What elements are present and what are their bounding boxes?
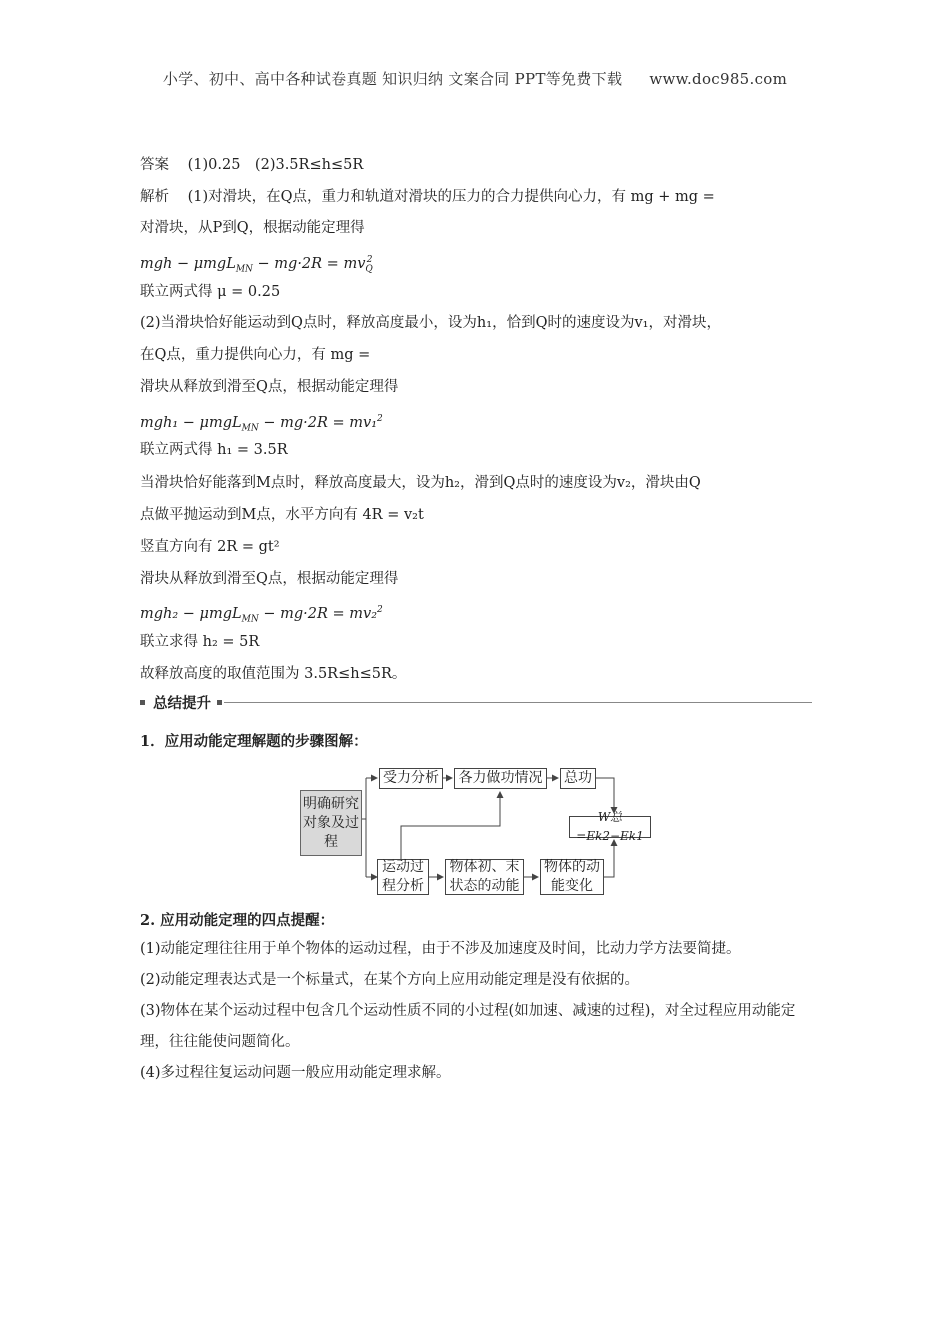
equation-3: mgh₂ − μmgL$_{MN}$ − mg·2R = mv₂$^2$ <box>140 605 383 625</box>
note-1: (1)动能定理往往用于单个物体的运动过程，由于不涉及加速度及时间，比动力学方法要简捷。 <box>140 941 741 957</box>
bullet-square-icon <box>217 700 222 705</box>
page-header <box>0 68 950 89</box>
diagram-work-box: 各力做功情况 <box>454 768 547 789</box>
analysis-line-5: 在Q点，重力提供向心力，有 mg = <box>140 347 371 364</box>
analysis-line-11: 滑块从释放到滑至Q点，根据动能定理得 <box>140 570 399 587</box>
analysis-line-12: 联立求得 h₂ = 5R <box>140 633 260 650</box>
equation-2: mgh₁ − μmgL$_{MN}$ − mg·2R = mv₁$^2$ <box>140 413 383 434</box>
summary-title: 总结提升 <box>153 695 211 712</box>
analysis-line-6: 滑块从释放到滑至Q点，根据动能定理得 <box>140 378 399 395</box>
note-4: (4)多过程往复运动问题一般应用动能定理求解。 <box>140 1065 451 1081</box>
summary-item-1: 1．应用动能定理解题的步骤图解： <box>140 733 368 750</box>
note-3: (3)物体在某个运动过程中包含几个运动性质不同的小过程(如加速、减速的过程)，对全过程应用动能定理，往往能使问题简化。 <box>140 1003 796 1050</box>
diagram-formula-box: W总=Ek2−Ek1 <box>569 816 651 838</box>
analysis-line-4: (2)当滑块恰好能运动到Q点时，释放高度最小，设为h₁，恰到Q时的速度设为v₁，对滑块， <box>140 315 721 332</box>
flow-diagram <box>296 763 656 898</box>
notes-list <box>140 934 812 1089</box>
analysis-line-10: 竖直方向有 2R = gt² <box>140 538 280 555</box>
summary-item-2: 2. 应用动能定理的四点提醒： <box>140 912 335 929</box>
analysis-line-1: 解析 (1)对滑块，在Q点，重力和轨道对滑块的压力的合力提供向心力，有 mg + mg = <box>140 188 715 205</box>
header-text: 小学、初中、高中各种试卷真题 知识归纳 文案合同 PPT等免费下载 <box>162 70 623 88</box>
note-2: (2)动能定理表达式是一个标量式，在某个方向上应用动能定理是没有依据的。 <box>140 972 640 988</box>
diagram-change-box: 物体的动能变化 <box>540 859 604 895</box>
answer-line <box>140 150 812 182</box>
analysis-line-8: 当滑块恰好能落到M点时，释放高度最大，设为h₂，滑到Q点时的速度设为v₂，滑块由Q <box>140 474 701 491</box>
analysis-line-9: 点做平抛运动到M点，水平方向有 4R = v₂t <box>140 507 424 524</box>
diagram-force-box: 受力分析 <box>379 768 443 789</box>
analysis-line-2: 对滑块，从P到Q，根据动能定理得 <box>140 220 365 237</box>
header-url[interactable]: www.doc985.com <box>649 70 788 88</box>
analysis-label: 解析 <box>140 188 169 205</box>
summary-heading <box>140 688 812 716</box>
solution-block <box>140 150 812 690</box>
analysis-line-13: 故释放高度的取值范围为 3.5R≤h≤5R。 <box>140 665 407 682</box>
diagram-start-box: 明确研究对象及过程 <box>300 790 362 856</box>
analysis-line-7: 联立两式得 h₁ = 3.5R <box>140 442 288 459</box>
answer-text: (1)0.25 (2)3.5R≤h≤5R <box>187 157 364 173</box>
answer-label: 答案 <box>140 157 169 173</box>
diagram-motion-box: 运动过程分析 <box>377 859 429 895</box>
bullet-square-icon <box>140 700 145 705</box>
diagram-states-box: 物体初、末状态的动能 <box>445 859 524 895</box>
diagram-total-work-box: 总功 <box>560 768 596 789</box>
divider <box>224 702 812 703</box>
analysis-line-3: 联立两式得 μ = 0.25 <box>140 283 281 300</box>
equation-1: mgh − $\mu mgL_{MN} - mg\cdot 2R = mv_Q^2$ <box>140 255 373 275</box>
